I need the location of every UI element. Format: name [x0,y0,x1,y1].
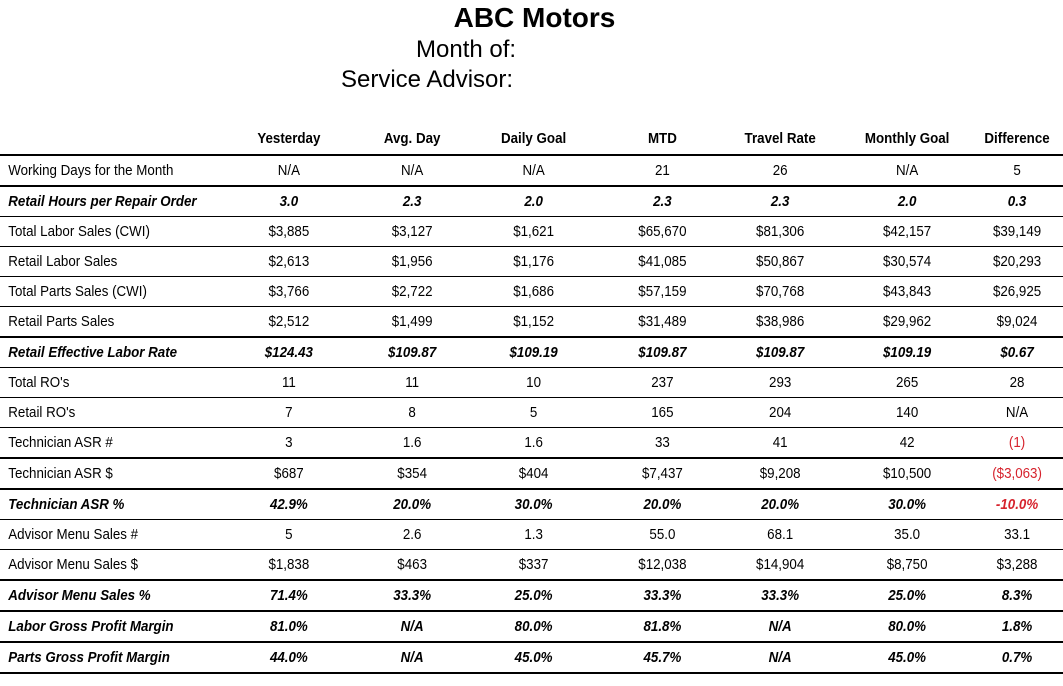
cell-monthly-goal: $8,750 [886,556,928,573]
cell-monthly-goal: 2.0 [897,193,917,210]
cell-daily-goal: $404 [518,465,549,482]
cell-travel-rate: $38,986 [756,313,805,330]
cell-mtd: $41,085 [638,253,687,270]
table-row [0,490,1063,519]
cell-daily-goal: 10 [526,374,542,391]
cell-mtd: $57,159 [638,283,687,300]
cell-mtd: 20.0% [643,496,682,513]
cell-travel-rate: 293 [769,374,792,391]
cell-difference: $9,024 [996,313,1038,330]
cell-travel-rate: 2.3 [770,193,790,210]
cell-mtd: $12,038 [638,556,687,573]
row-label: Technician ASR # [8,434,113,451]
cell-travel-rate: 68.1 [767,526,794,543]
row-label: Total Parts Sales (CWI) [8,283,147,300]
cell-avg-day: 2.3 [402,193,422,210]
table-row [0,398,1063,427]
month-of-label: Month of: [416,36,517,63]
row-divider [0,672,1063,674]
cell-monthly-goal: 30.0% [888,496,927,513]
report-table [0,124,1063,674]
cell-daily-goal: 1.6 [524,434,543,451]
column-header-daily-goal: Daily Goal [500,131,567,147]
cell-daily-goal: $109.19 [509,344,558,361]
cell-monthly-goal: 80.0% [888,618,927,635]
cell-mtd: 81.8% [643,618,682,635]
cell-yesterday: 7 [285,404,293,421]
cell-monthly-goal: 42 [899,434,915,451]
cell-daily-goal: 30.0% [514,496,553,513]
cell-difference: 8.3% [1001,587,1033,604]
cell-avg-day: $2,722 [391,283,433,300]
cell-monthly-goal: 140 [895,404,919,421]
cell-monthly-goal: $42,157 [882,223,932,240]
cell-yesterday: 11 [281,374,296,391]
cell-monthly-goal: $10,500 [882,465,932,482]
table-row [0,338,1063,367]
row-label: Advisor Menu Sales # [8,526,139,543]
cell-daily-goal: $337 [518,556,549,573]
cell-monthly-goal: $109.19 [882,344,932,361]
row-label: Total RO's [8,374,70,391]
cell-monthly-goal: 265 [895,374,919,391]
row-label: Labor Gross Profit Margin [8,618,174,635]
table-row [0,217,1063,246]
row-label: Technician ASR % [8,496,125,513]
cell-avg-day: $1,956 [391,253,433,270]
column-header-travel-rate: Travel Rate [744,131,816,147]
cell-monthly-goal: 35.0 [894,526,921,543]
table-row [0,581,1063,610]
table-row [0,156,1063,185]
column-header-difference: Difference [984,131,1050,147]
cell-yesterday: $1,838 [268,556,310,573]
cell-avg-day: $3,127 [391,223,433,240]
cell-avg-day: 11 [405,374,420,391]
cell-difference: $3,288 [996,556,1038,573]
row-label: Advisor Menu Sales % [8,587,151,604]
cell-daily-goal: $1,152 [513,313,554,330]
cell-yesterday: 5 [285,526,293,543]
cell-mtd: 33 [654,434,670,451]
cell-mtd: $31,489 [638,313,687,330]
cell-travel-rate: N/A [768,649,792,666]
table-row [0,247,1063,276]
cell-travel-rate: 20.0% [761,496,800,513]
cell-daily-goal: $1,621 [513,223,554,240]
row-label: Retail RO's [8,404,76,421]
cell-yesterday: 81.0% [269,618,308,635]
cell-mtd: 45.7% [643,649,682,666]
cell-difference: $39,149 [992,223,1042,240]
table-row [0,612,1063,641]
table-row [0,459,1063,488]
row-label: Retail Effective Labor Rate [8,344,178,361]
service-advisor-label: Service Advisor: [341,66,514,93]
row-label: Retail Labor Sales [8,253,118,270]
row-label: Technician ASR $ [8,465,113,482]
cell-travel-rate: $70,768 [756,283,805,300]
cell-mtd: $109.87 [638,344,687,361]
cell-avg-day: $1,499 [391,313,433,330]
cell-yesterday: 3 [285,434,293,451]
cell-daily-goal: N/A [522,162,545,179]
cell-daily-goal: 1.3 [524,526,543,543]
cell-yesterday: 3.0 [279,193,299,210]
table-row [0,428,1063,457]
row-label: Working Days for the Month [8,162,174,179]
cell-yesterday: 71.4% [269,587,308,604]
cell-difference: -10.0% [995,496,1039,513]
cell-avg-day: 33.3% [393,587,432,604]
cell-mtd: 237 [651,374,674,391]
cell-avg-day: N/A [401,162,424,179]
cell-daily-goal: $1,686 [513,283,554,300]
cell-difference: 0.7% [1001,649,1033,666]
cell-avg-day: 2.6 [402,526,422,543]
cell-monthly-goal: $30,574 [882,253,932,270]
cell-travel-rate: 41 [772,434,788,451]
column-header-yesterday: Yesterday [257,131,321,147]
table-row [0,520,1063,549]
cell-avg-day: $354 [397,465,427,482]
cell-daily-goal: $1,176 [513,253,554,270]
cell-travel-rate: N/A [768,618,792,635]
cell-mtd: 21 [654,162,670,179]
cell-travel-rate: 33.3% [761,587,800,604]
cell-yesterday: $3,766 [268,283,310,300]
cell-monthly-goal: $43,843 [882,283,932,300]
cell-yesterday: $3,885 [268,223,310,240]
cell-difference: 1.8% [1001,618,1033,635]
cell-difference: 5 [1013,162,1021,179]
row-label: Retail Parts Sales [8,313,115,330]
cell-avg-day: 8 [408,404,416,421]
cell-mtd: 2.3 [653,193,672,210]
row-label: Retail Hours per Repair Order [8,193,197,210]
table-body [0,154,1063,674]
cell-daily-goal: 45.0% [514,649,553,666]
cell-difference: N/A [1005,404,1029,421]
cell-difference: 0.3 [1007,193,1027,210]
cell-travel-rate: $14,904 [756,556,805,573]
cell-mtd: $7,437 [641,465,683,482]
cell-yesterday: 42.9% [269,496,308,513]
cell-mtd: 55.0 [649,526,676,543]
cell-travel-rate: $81,306 [756,223,805,240]
cell-travel-rate: $50,867 [756,253,805,270]
cell-monthly-goal: 45.0% [888,649,927,666]
cell-difference: ($3,063) [992,465,1042,482]
table-row [0,643,1063,672]
cell-monthly-goal: $29,962 [882,313,932,330]
row-label: Parts Gross Profit Margin [8,649,170,666]
cell-mtd: 165 [651,404,674,421]
cell-travel-rate: $109.87 [756,344,805,361]
cell-daily-goal: 2.0 [524,193,543,210]
cell-daily-goal: 5 [529,404,538,421]
row-label: Advisor Menu Sales $ [8,556,139,573]
cell-avg-day: $463 [397,556,427,573]
table-row [0,307,1063,336]
cell-yesterday: N/A [277,162,300,179]
report-title: ABC Motors [453,2,616,33]
cell-difference: $20,293 [992,253,1042,270]
table-header [0,124,1063,154]
row-label: Total Labor Sales (CWI) [8,223,150,240]
cell-avg-day: N/A [400,649,424,666]
cell-yesterday: $687 [274,465,304,482]
table-row [0,368,1063,397]
cell-mtd: 33.3% [643,587,682,604]
cell-yesterday: $2,512 [268,313,310,330]
cell-avg-day: $109.87 [388,344,437,361]
cell-avg-day: 20.0% [393,496,432,513]
column-header-avg-day: Avg. Day [383,131,441,147]
cell-avg-day: N/A [400,618,424,635]
cell-mtd: $65,670 [638,223,687,240]
column-header-mtd: MTD [647,131,677,147]
column-header-monthly-goal: Monthly Goal [864,131,950,147]
cell-monthly-goal: N/A [895,162,919,179]
cell-travel-rate: 204 [769,404,792,421]
cell-travel-rate: $9,208 [759,465,801,482]
cell-monthly-goal: 25.0% [888,587,927,604]
cell-yesterday: 44.0% [269,649,308,666]
cell-travel-rate: 26 [772,162,788,179]
cell-difference: $26,925 [992,283,1042,300]
table-row [0,550,1063,579]
cell-yesterday: $124.43 [264,344,313,361]
cell-difference: 33.1 [1004,526,1031,543]
cell-difference: (1) [1008,434,1026,451]
table-row [0,187,1063,216]
cell-daily-goal: 25.0% [514,587,553,604]
cell-avg-day: 1.6 [402,434,422,451]
cell-daily-goal: 80.0% [514,618,553,635]
cell-difference: $0.67 [1000,344,1034,361]
cell-yesterday: $2,613 [268,253,310,270]
table-row [0,277,1063,306]
cell-difference: 28 [1009,374,1025,391]
